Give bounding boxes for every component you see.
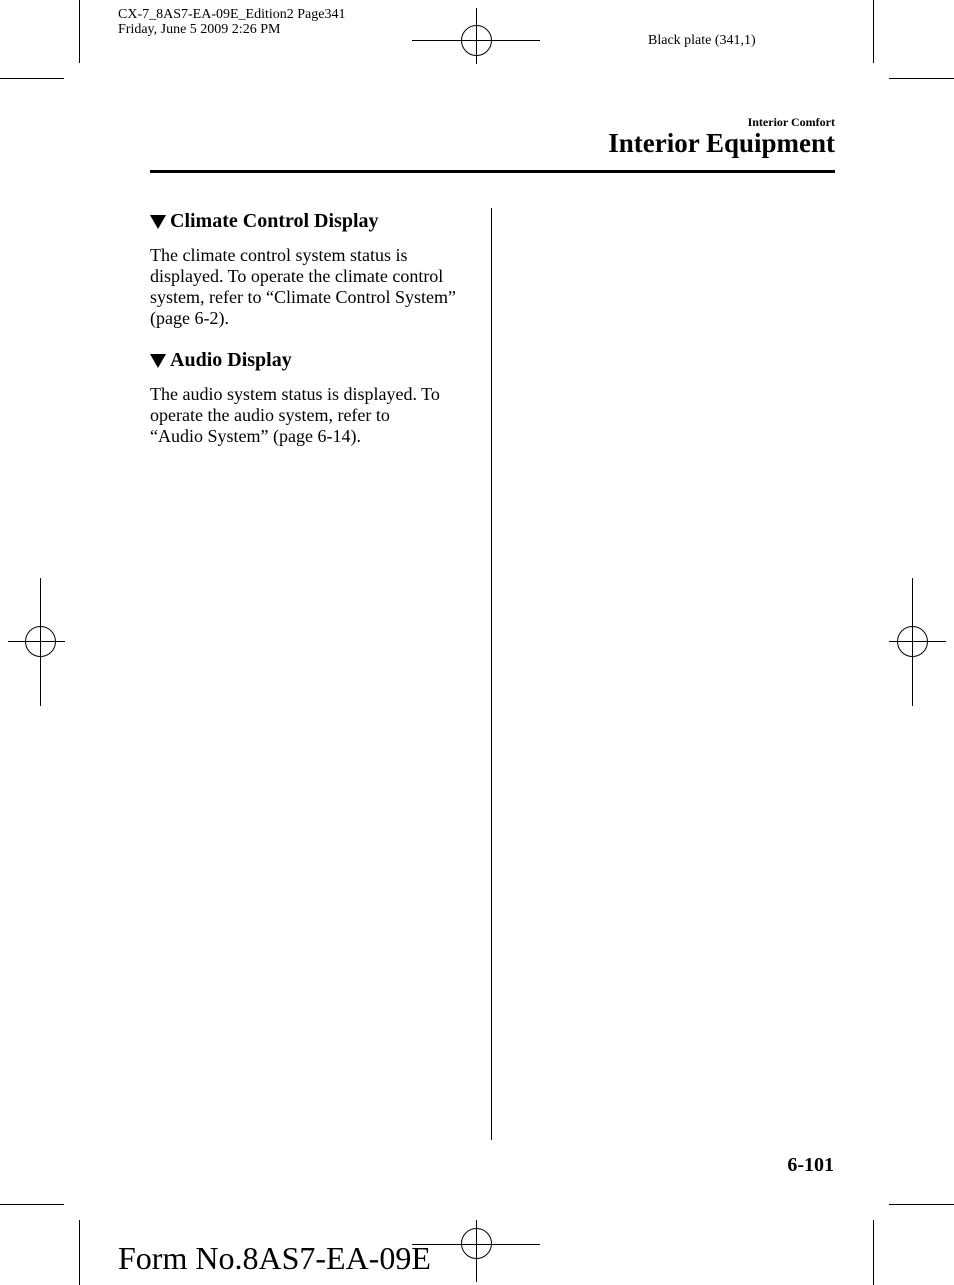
form-number: Form No.8AS7-EA-09E [118, 1240, 431, 1276]
section-heading-audio-display [150, 349, 292, 372]
section-body-climate-control-display [150, 245, 480, 329]
section-heading-climate-control-display [150, 210, 379, 233]
plate-label: Black plate (341,1) [648, 33, 756, 48]
triangle-down-icon [150, 215, 166, 229]
body-line: system, refer to “Climate Control System” [150, 287, 456, 307]
slug-line-2: Friday, June 5 2009 2:26 PM [118, 22, 281, 37]
page-title: Interior Equipment [608, 128, 835, 158]
slug-line-1: CX-7_8AS7-EA-09E_Edition2 Page341 [118, 7, 346, 22]
column-divider [491, 208, 492, 1140]
section-body-audio-display [150, 384, 480, 447]
body-line: operate the audio system, refer to [150, 405, 390, 425]
section-heading-text: Climate Control Display [170, 210, 379, 232]
body-line: displayed. To operate the climate control [150, 266, 444, 286]
body-line: “Audio System” (page 6-14). [150, 426, 361, 446]
print-slug [118, 7, 345, 37]
body-line: The audio system status is displayed. To [150, 384, 440, 404]
body-line: The climate control system status is [150, 245, 408, 265]
section-heading-text: Audio Display [170, 349, 292, 371]
section-label: Interior Comfort [747, 115, 835, 129]
title-rule [150, 170, 835, 173]
page-number: 6-101 [787, 1154, 834, 1176]
triangle-down-icon [150, 354, 166, 368]
body-line: (page 6-2). [150, 308, 229, 328]
